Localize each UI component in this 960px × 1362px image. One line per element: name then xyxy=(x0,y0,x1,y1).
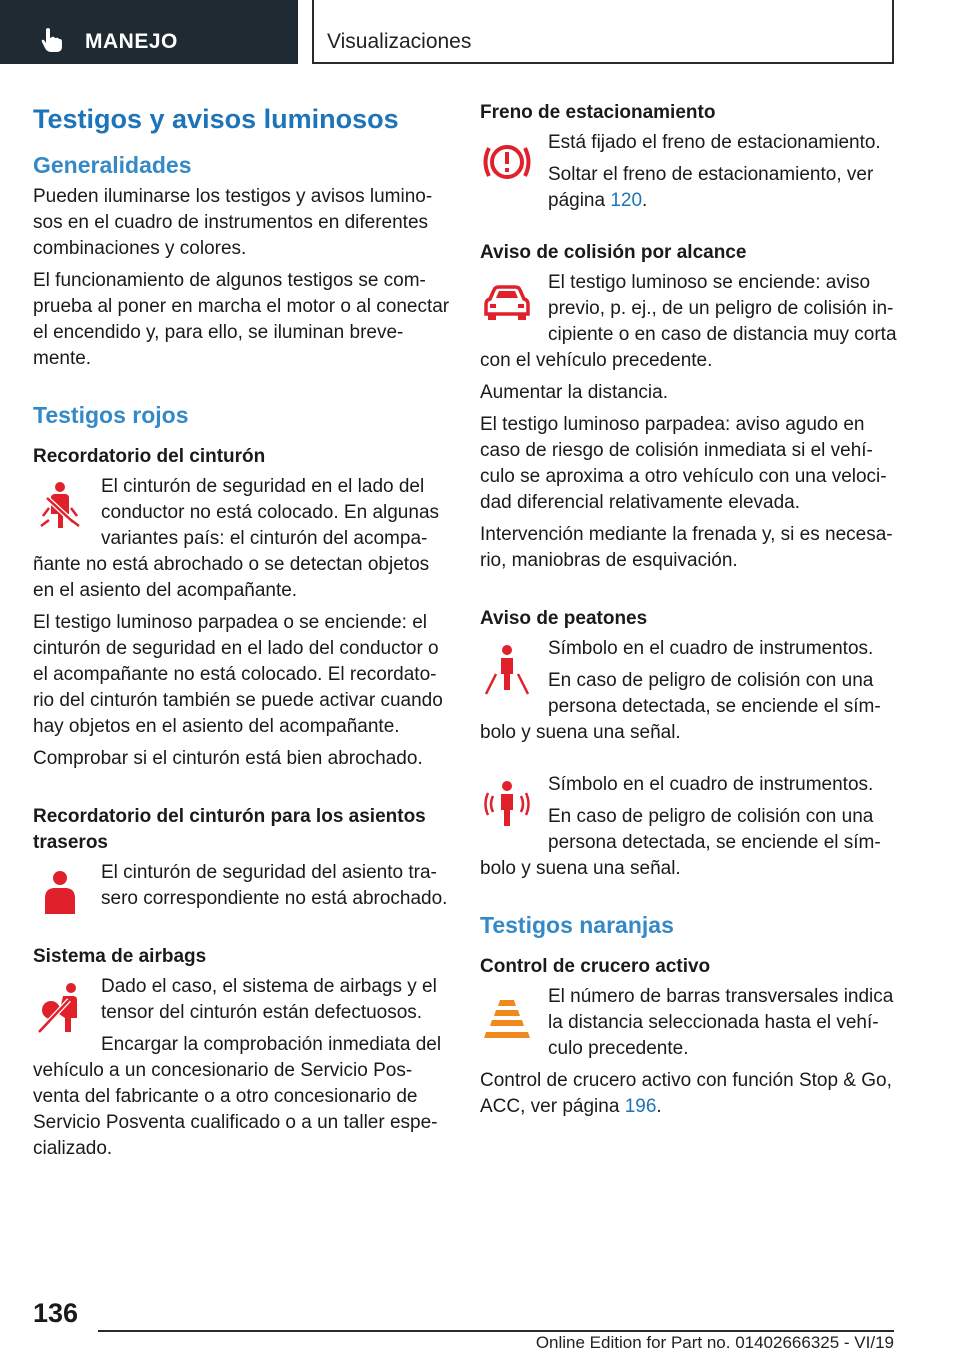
subheading-control-crucero: Control de crucero activo xyxy=(480,956,711,977)
paragraph: El número de barras transversales indica la distancia seleccionada hasta el vehí-culo precedente. xyxy=(548,986,894,1059)
seatbelt-warning-icon xyxy=(33,478,87,538)
header-chapter-label: Visualizaciones xyxy=(327,30,472,53)
parking-brake-warning-icon xyxy=(480,134,534,194)
text: . xyxy=(642,190,648,211)
pedestrian-alert-signal-icon xyxy=(480,776,534,836)
subheading-aviso-peatones: Aviso de peatones xyxy=(480,608,648,629)
paragraph: El testigo luminoso se enciende: aviso previo, p. ej., de un peligro de colisión in-cipiente o en caso de distancia muy corta con el vehículo precedente. xyxy=(480,272,897,371)
text: . xyxy=(656,1096,662,1117)
paragraph: El funcionamiento de algunos testigos se com-prueba al poner en marcha el motor o al conectar el encendido y, para ello, se iluminan breve-mente. xyxy=(33,270,450,369)
section-heading-generalidades: Generalidades xyxy=(33,152,192,178)
page-title: Testigos y avisos luminosos xyxy=(33,104,399,134)
subheading-cinturon-traseros: Recordatorio del cinturón para los asientos traseros xyxy=(33,806,426,853)
paragraph: El cinturón de seguridad del asiento tra-sero correspondiente no está abrochado. xyxy=(101,862,448,909)
subheading-freno-estacionamiento: Freno de estacionamiento xyxy=(480,102,716,123)
page-number: 136 xyxy=(33,1298,79,1328)
cruise-distance-bars-icon xyxy=(480,988,534,1048)
pedestrian-warning-icon xyxy=(480,640,534,700)
subheading-recordatorio-cinturon: Recordatorio del cinturón xyxy=(33,446,266,467)
paragraph: Símbolo en el cuadro de instrumentos. xyxy=(548,774,874,795)
hand-pointer-icon xyxy=(40,27,64,53)
page-link[interactable]: 196 xyxy=(624,1096,657,1117)
paragraph: El testigo luminoso parpadea: aviso agudo en caso de riesgo de colisión inmediata si el vehí-culo se aproxima a otro vehículo con una veloci-dad diferencial relativamente elevada. xyxy=(480,414,887,513)
paragraph: Aumentar la distancia. xyxy=(480,382,668,403)
header-section-tab xyxy=(0,0,298,64)
airbag-warning-icon xyxy=(33,978,87,1038)
paragraph xyxy=(480,1068,898,1120)
subheading-sistema-airbags: Sistema de airbags xyxy=(33,946,207,967)
text: Soltar el freno de estacionamiento, ver página xyxy=(548,164,874,211)
paragraph: El testigo luminoso parpadea o se enciende: el cinturón de seguridad en el lado del conductor o el acompañante no está colocado. El recordato-rio del cinturón también se puede activar cuando hay objetos en el asiento del acompañante. xyxy=(33,612,443,737)
collision-warning-car-icon xyxy=(480,274,534,334)
paragraph: Comprobar si el cinturón está bien abrochado. xyxy=(33,748,423,769)
paragraph: Encargar la comprobación inmediata del vehículo a un concesionario de Servicio Pos-venta del fabricante o a otro concesionario de Servicio Posventa cualificado o a un taller espe-cializado. xyxy=(33,1034,442,1159)
paragraph: En caso de peligro de colisión con una persona detectada, se enciende el sím-bolo y suena una señal. xyxy=(480,806,881,879)
footer-edition: Online Edition for Part no. 01402666325 - VI/19 xyxy=(535,1333,894,1352)
paragraph: Pueden iluminarse los testigos y avisos lumino-sos en el cuadro de instrumentos en diferentes combinaciones y colores. xyxy=(33,186,433,259)
rear-seat-occupant-icon xyxy=(33,864,87,924)
header-chapter-box xyxy=(312,0,894,64)
paragraph: Está fijado el freno de estacionamiento. xyxy=(548,132,881,153)
header-section-label: MANEJO xyxy=(85,30,178,53)
paragraph: Símbolo en el cuadro de instrumentos. xyxy=(548,638,874,659)
page-link[interactable]: 120 xyxy=(610,190,643,211)
paragraph xyxy=(480,162,898,214)
footer-divider xyxy=(98,1330,894,1332)
section-heading-testigos-naranjas: Testigos naranjas xyxy=(480,912,674,938)
paragraph: Intervención mediante la frenada y, si es necesa-rio, maniobras de esquivación. xyxy=(480,524,893,571)
left-column xyxy=(33,100,451,1168)
section-heading-testigos-rojos: Testigos rojos xyxy=(33,402,189,428)
subheading-aviso-colision: Aviso de colisión por alcance xyxy=(480,242,747,263)
paragraph: Dado el caso, el sistema de airbags y el tensor del cinturón están defectuosos. xyxy=(101,976,437,1023)
right-column xyxy=(480,100,898,1126)
paragraph: El cinturón de seguridad en el lado del conductor no está colocado. En algunas variantes país: el cinturón del acompa-ñante no está abrochado o se detectan objetos en el asiento del acompañante. xyxy=(33,476,440,601)
text: Control de crucero activo con función Stop & Go, ACC, ver página xyxy=(480,1070,892,1117)
paragraph: En caso de peligro de colisión con una persona detectada, se enciende el sím-bolo y suena una señal. xyxy=(480,670,881,743)
